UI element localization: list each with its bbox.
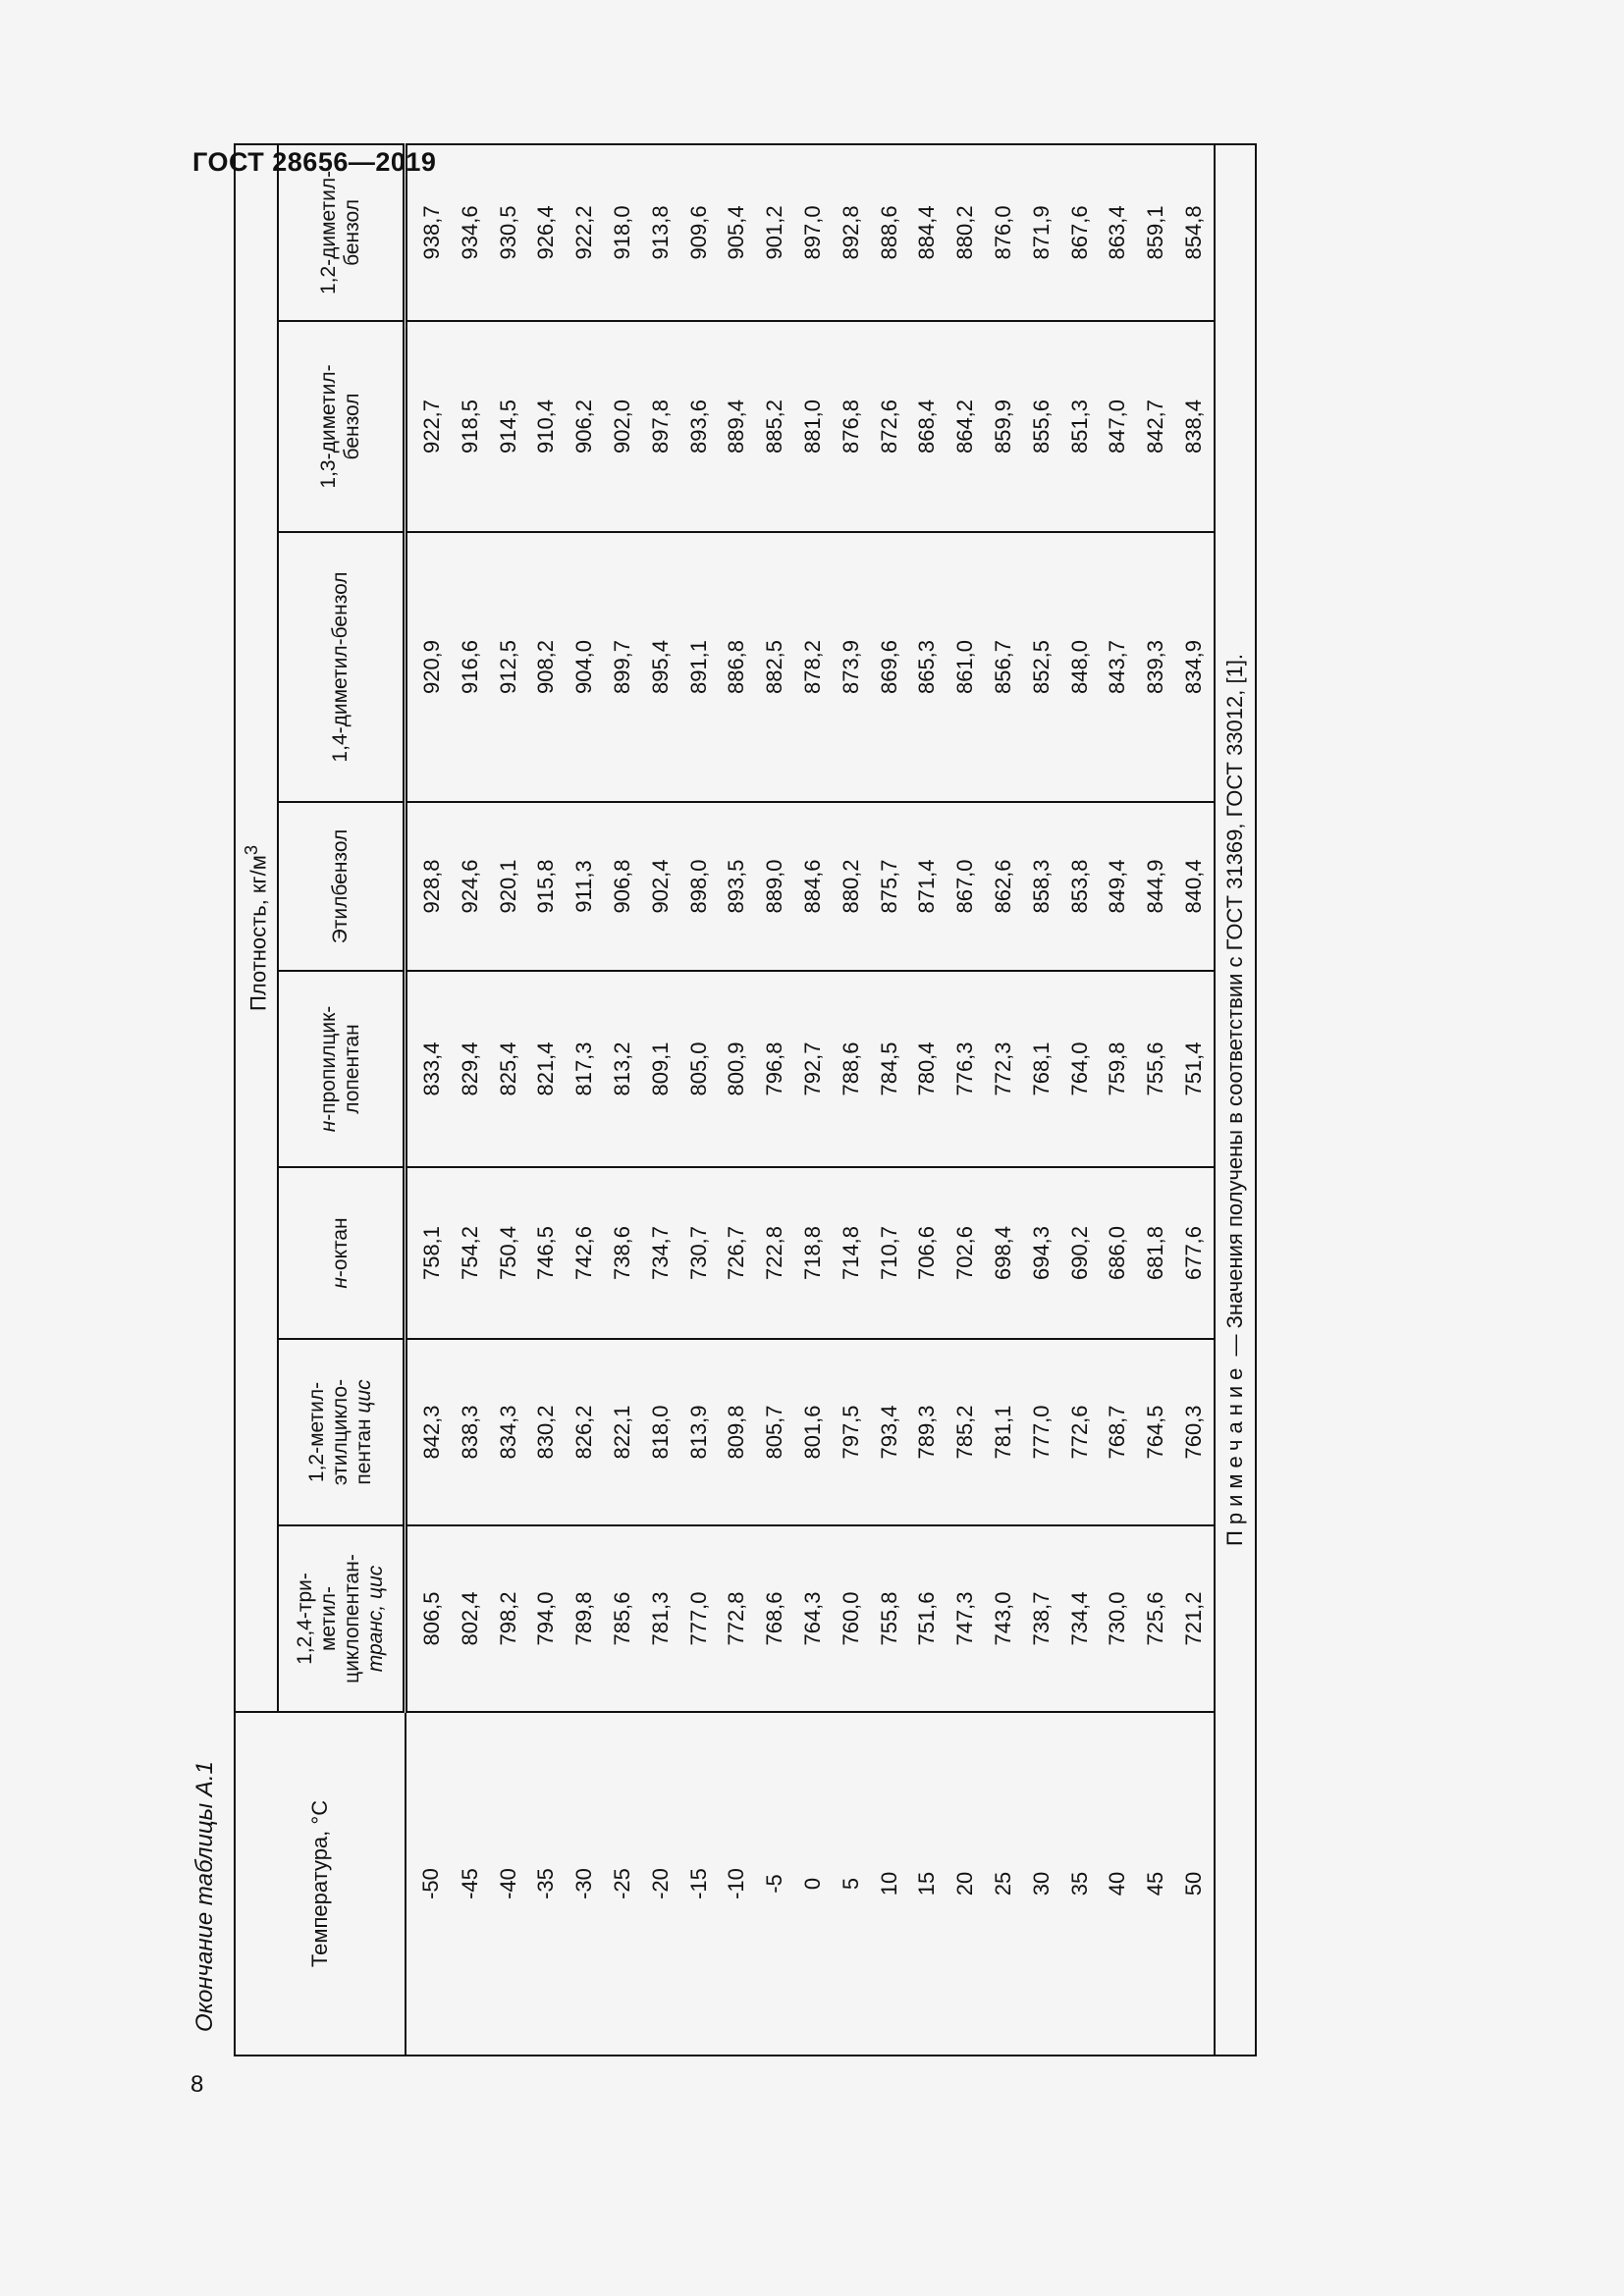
density-cell: 690,2 (1061, 1167, 1100, 1339)
density-cell: 880,2 (947, 144, 985, 321)
density-cell: 882,5 (756, 532, 794, 802)
table-row (985, 144, 1023, 2056)
temperature-cell: 30 (1023, 1712, 1061, 2056)
density-cell: 875,7 (871, 802, 909, 971)
temperature-cell: 25 (985, 1712, 1023, 2056)
density-cell: 920,1 (490, 802, 528, 971)
density-cell: 764,5 (1137, 1339, 1175, 1525)
table-row (527, 144, 566, 2056)
density-cell: 910,4 (527, 321, 566, 532)
density-cell: 922,7 (406, 321, 452, 532)
density-cell: 892,8 (833, 144, 871, 321)
density-cell: 851,3 (1061, 321, 1100, 532)
density-cell: 742,6 (566, 1167, 604, 1339)
temperature-cell: -40 (490, 1712, 528, 2056)
density-cell: 821,4 (527, 971, 566, 1167)
density-cell: 895,4 (642, 532, 680, 802)
density-cell: 899,7 (604, 532, 642, 802)
density-cell: 718,8 (794, 1167, 833, 1339)
density-cell: 777,0 (680, 1525, 719, 1712)
density-cell: 834,9 (1175, 532, 1215, 802)
density-cell: 768,6 (756, 1525, 794, 1712)
density-cell: 869,6 (871, 532, 909, 802)
table-row (1137, 144, 1175, 2056)
density-cell: 854,8 (1175, 144, 1215, 321)
density-cell: 902,0 (604, 321, 642, 532)
density-cell: 734,7 (642, 1167, 680, 1339)
column-header-o-xylene: 1,2-диметил- бензол (278, 144, 406, 321)
density-cell: 871,4 (908, 802, 947, 971)
density-cell: 898,0 (680, 802, 719, 971)
density-cell: 849,4 (1099, 802, 1137, 971)
density-cell: 805,7 (756, 1339, 794, 1525)
density-cell: 781,3 (642, 1525, 680, 1712)
density-cell: 920,9 (406, 532, 452, 802)
density-cell: 889,4 (718, 321, 756, 532)
density-cell: 859,1 (1137, 144, 1175, 321)
density-cell: 934,6 (452, 144, 490, 321)
density-cell: 881,0 (794, 321, 833, 532)
density-cell: 768,7 (1099, 1339, 1137, 1525)
density-cell: 909,6 (680, 144, 719, 321)
table-row (756, 144, 794, 2056)
density-cell: 796,8 (756, 971, 794, 1167)
density-cell: 806,5 (406, 1525, 452, 1712)
density-cell: 789,8 (566, 1525, 604, 1712)
density-cell: 844,9 (1137, 802, 1175, 971)
density-cell: 755,8 (871, 1525, 909, 1712)
density-cell: 855,6 (1023, 321, 1061, 532)
density-cell: 813,9 (680, 1339, 719, 1525)
table-caption: Окончание таблицы А.1 (191, 1761, 218, 2032)
density-cell: 725,6 (1137, 1525, 1175, 1712)
density-cell: 867,6 (1061, 144, 1100, 321)
density-cell: 878,2 (794, 532, 833, 802)
density-cell: 818,0 (642, 1339, 680, 1525)
density-cell: 780,4 (908, 971, 947, 1167)
density-cell: 926,4 (527, 144, 566, 321)
density-cell: 889,0 (756, 802, 794, 971)
density-cell: 714,8 (833, 1167, 871, 1339)
density-cell: 876,0 (985, 144, 1023, 321)
density-cell: 772,8 (718, 1525, 756, 1712)
density-cell: 885,2 (756, 321, 794, 532)
table-row (1061, 144, 1100, 2056)
density-cell: 759,8 (1099, 971, 1137, 1167)
density-cell: 698,4 (985, 1167, 1023, 1339)
density-cell: 924,6 (452, 802, 490, 971)
density-cell: 764,0 (1061, 971, 1100, 1167)
density-cell: 785,6 (604, 1525, 642, 1712)
density-cell: 760,0 (833, 1525, 871, 1712)
table-row (604, 144, 642, 2056)
density-group-header: Плотность, $кг/м^3$ (235, 144, 278, 1712)
density-cell: 802,4 (452, 1525, 490, 1712)
density-cell: 911,3 (566, 802, 604, 971)
table-row (406, 144, 452, 2056)
density-cell: 772,6 (1061, 1339, 1100, 1525)
density-cell: 805,0 (680, 971, 719, 1167)
density-cell: 747,3 (947, 1525, 985, 1712)
density-cell: 822,1 (604, 1339, 642, 1525)
density-cell: 825,4 (490, 971, 528, 1167)
temperature-cell: 0 (794, 1712, 833, 2056)
temperature-cell: 5 (833, 1712, 871, 2056)
density-cell: 809,1 (642, 971, 680, 1167)
density-cell: 798,2 (490, 1525, 528, 1712)
density-cell: 722,8 (756, 1167, 794, 1339)
density-cell: 797,5 (833, 1339, 871, 1525)
density-cell: 930,5 (490, 144, 528, 321)
density-cell: 848,0 (1061, 532, 1100, 802)
density-cell: 897,0 (794, 144, 833, 321)
density-cell: 738,7 (1023, 1525, 1061, 1712)
density-cell: 781,1 (985, 1339, 1023, 1525)
density-cell: 858,3 (1023, 802, 1061, 971)
temperature-cell: -20 (642, 1712, 680, 2056)
density-cell: 906,8 (604, 802, 642, 971)
temperature-cell: 15 (908, 1712, 947, 2056)
density-cell: 826,2 (566, 1339, 604, 1525)
page-number: 8 (190, 2071, 204, 2098)
table-row (1023, 144, 1061, 2056)
density-cell: 789,3 (908, 1339, 947, 1525)
density-cell: 813,2 (604, 971, 642, 1167)
density-cell: 853,8 (1061, 802, 1100, 971)
document-code-header: ГОСТ 28656—2019 (192, 147, 437, 177)
density-cell: 902,4 (642, 802, 680, 971)
density-cell: 738,6 (604, 1167, 642, 1339)
density-cell: 884,6 (794, 802, 833, 971)
table-row (452, 144, 490, 2056)
density-cell: 880,2 (833, 802, 871, 971)
density-cell: 829,4 (452, 971, 490, 1167)
column-header-methylethylcyclopentane: 1,2-метил- этилцикло- пентан цис (278, 1339, 406, 1525)
density-cell: 872,6 (871, 321, 909, 532)
density-cell: 912,5 (490, 532, 528, 802)
density-cell: 792,7 (794, 971, 833, 1167)
table-row (794, 144, 833, 2056)
density-cell: 914,5 (490, 321, 528, 532)
table-row (680, 144, 719, 2056)
table-row (1175, 144, 1215, 2056)
density-cell: 755,6 (1137, 971, 1175, 1167)
temperature-cell: -15 (680, 1712, 719, 2056)
table-row (908, 144, 947, 2056)
density-cell: 777,0 (1023, 1339, 1061, 1525)
column-header-p-xylene: 1,4-диметил-бензол (278, 532, 406, 802)
density-cell: 915,8 (527, 802, 566, 971)
column-header-octane: н-октан (278, 1167, 406, 1339)
density-cell: 677,6 (1175, 1167, 1215, 1339)
density-table (234, 143, 1257, 2056)
density-cell: 901,2 (756, 144, 794, 321)
density-cell: 938,7 (406, 144, 452, 321)
density-cell: 817,3 (566, 971, 604, 1167)
density-cell: 830,2 (527, 1339, 566, 1525)
column-header-ethylbenzene: Этилбензол (278, 802, 406, 971)
density-cell: 928,8 (406, 802, 452, 971)
temperature-cell: 10 (871, 1712, 909, 2056)
density-cell: 852,5 (1023, 532, 1061, 802)
density-cell: 842,7 (1137, 321, 1175, 532)
temperature-cell: -25 (604, 1712, 642, 2056)
density-cell: 913,8 (642, 144, 680, 321)
density-cell: 785,2 (947, 1339, 985, 1525)
density-cell: 873,9 (833, 532, 871, 802)
density-cell: 893,5 (718, 802, 756, 971)
density-cell: 706,6 (908, 1167, 947, 1339)
density-cell: 884,4 (908, 144, 947, 321)
density-cell: 918,0 (604, 144, 642, 321)
temperature-column-header: Температура, °С (235, 1712, 406, 2056)
table-row (871, 144, 909, 2056)
density-cell: 702,6 (947, 1167, 985, 1339)
density-cell: 734,4 (1061, 1525, 1100, 1712)
temperature-cell: 45 (1137, 1712, 1175, 2056)
density-cell: 916,6 (452, 532, 490, 802)
density-cell: 888,6 (871, 144, 909, 321)
density-cell: 871,9 (1023, 144, 1061, 321)
table-row (490, 144, 528, 2056)
density-cell: 794,0 (527, 1525, 566, 1712)
density-cell: 840,4 (1175, 802, 1215, 971)
density-cell: 918,5 (452, 321, 490, 532)
temperature-cell: 20 (947, 1712, 985, 2056)
density-cell: 801,6 (794, 1339, 833, 1525)
table-row (833, 144, 871, 2056)
density-cell: 793,4 (871, 1339, 909, 1525)
temperature-cell: 50 (1175, 1712, 1215, 2056)
density-cell: 750,4 (490, 1167, 528, 1339)
density-cell: 861,0 (947, 532, 985, 802)
table-row (1099, 144, 1137, 2056)
density-cell: 776,3 (947, 971, 985, 1167)
density-cell: 768,1 (1023, 971, 1061, 1167)
density-cell: 760,3 (1175, 1339, 1215, 1525)
density-cell: 721,2 (1175, 1525, 1215, 1712)
density-cell: 905,4 (718, 144, 756, 321)
density-cell: 904,0 (566, 532, 604, 802)
density-cell: 751,6 (908, 1525, 947, 1712)
column-header-trimethylcyclopentane: 1,2,4-три- метил- циклопентан- транс, цис (278, 1525, 406, 1712)
density-cell: 842,3 (406, 1339, 452, 1525)
density-cell: 681,8 (1137, 1167, 1175, 1339)
density-cell: 891,1 (680, 532, 719, 802)
temperature-cell: -35 (527, 1712, 566, 2056)
density-cell: 864,2 (947, 321, 985, 532)
density-cell: 784,5 (871, 971, 909, 1167)
temperature-cell: -30 (566, 1712, 604, 2056)
density-cell: 839,3 (1137, 532, 1175, 802)
temperature-cell: -50 (406, 1712, 452, 2056)
table-note: Примечание — Значения получены в соответствии с ГОСТ 31369, ГОСТ 33012, [1]. (1215, 144, 1256, 2056)
column-header-propylcyclopentane: н-пропилцик- лопентан (278, 971, 406, 1167)
temperature-cell: 35 (1061, 1712, 1100, 2056)
density-cell: 897,8 (642, 321, 680, 532)
table-row (947, 144, 985, 2056)
density-cell: 876,8 (833, 321, 871, 532)
density-cell: 856,7 (985, 532, 1023, 802)
density-cell: 863,4 (1099, 144, 1137, 321)
density-cell: 743,0 (985, 1525, 1023, 1712)
table-row (718, 144, 756, 2056)
temperature-cell: -45 (452, 1712, 490, 2056)
density-cell: 865,3 (908, 532, 947, 802)
density-cell: 868,4 (908, 321, 947, 532)
density-cell: 833,4 (406, 971, 452, 1167)
density-cell: 886,8 (718, 532, 756, 802)
density-cell: 859,9 (985, 321, 1023, 532)
density-cell: 908,2 (527, 532, 566, 802)
table-row (566, 144, 604, 2056)
density-cell: 764,3 (794, 1525, 833, 1712)
density-cell: 843,7 (1099, 532, 1137, 802)
density-cell: 834,3 (490, 1339, 528, 1525)
density-cell: 754,2 (452, 1167, 490, 1339)
density-cell: 838,3 (452, 1339, 490, 1525)
density-cell: 694,3 (1023, 1167, 1061, 1339)
density-cell: 862,6 (985, 802, 1023, 971)
density-cell: 838,4 (1175, 321, 1215, 532)
density-cell: 746,5 (527, 1167, 566, 1339)
density-cell: 867,0 (947, 802, 985, 971)
density-cell: 730,7 (680, 1167, 719, 1339)
density-cell: 922,2 (566, 144, 604, 321)
density-cell: 847,0 (1099, 321, 1137, 532)
density-cell: 751,4 (1175, 971, 1215, 1167)
density-cell: 788,6 (833, 971, 871, 1167)
density-cell: 758,1 (406, 1167, 452, 1339)
table-body (406, 144, 1215, 2056)
temperature-cell: -10 (718, 1712, 756, 2056)
density-cell: 710,7 (871, 1167, 909, 1339)
rotated-table-container (234, 170, 1309, 2056)
table-row (642, 144, 680, 2056)
density-cell: 906,2 (566, 321, 604, 532)
temperature-cell: -5 (756, 1712, 794, 2056)
density-cell: 772,3 (985, 971, 1023, 1167)
temperature-cell: 40 (1099, 1712, 1137, 2056)
density-cell: 726,7 (718, 1167, 756, 1339)
density-cell: 730,0 (1099, 1525, 1137, 1712)
density-cell: 809,8 (718, 1339, 756, 1525)
density-cell: 800,9 (718, 971, 756, 1167)
column-header-m-xylene: 1,3-диметил- бензол (278, 321, 406, 532)
density-cell: 686,0 (1099, 1167, 1137, 1339)
density-cell: 893,6 (680, 321, 719, 532)
